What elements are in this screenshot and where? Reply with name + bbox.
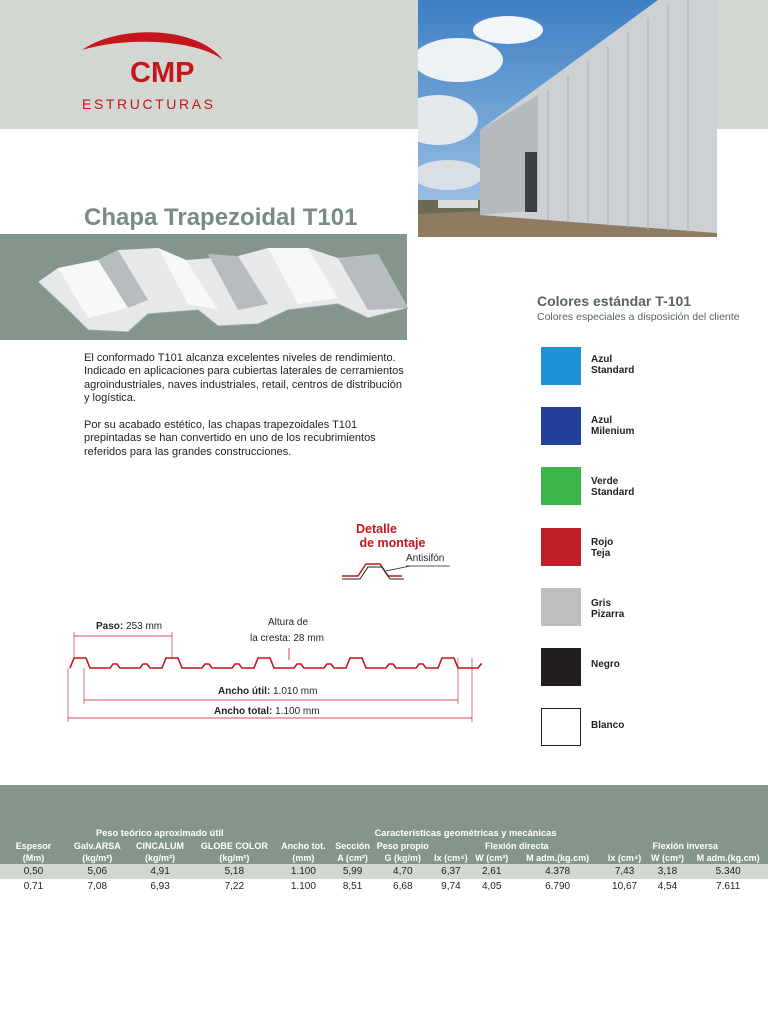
group-header-flexion-directa: Flexión directa <box>485 841 549 851</box>
col-unit-ix-inversa: Ix (cm⁴) <box>607 853 642 863</box>
col-unit-seccion: A (cm²) <box>337 853 368 863</box>
col-unit-globe: (kg/m²) <box>219 853 250 863</box>
trapezoidal-sheet-image <box>38 248 408 332</box>
warehouse-photo <box>418 0 717 237</box>
table-cell: 0,71 <box>23 881 44 892</box>
col-header-galv: Galv.ARSA <box>73 841 121 851</box>
color-label-negro: Negro <box>591 659 620 670</box>
table-cell: 1.100 <box>276 864 330 879</box>
table-cell: 4,05 <box>481 881 502 892</box>
table-row <box>0 879 768 894</box>
table-cell: 5,06 <box>67 864 128 879</box>
table-cell: 5,18 <box>192 864 276 879</box>
col-unit-galv: (kg/m²) <box>82 853 113 863</box>
table-cell: 8,51 <box>342 881 363 892</box>
col-header-peso: Peso propio <box>376 841 429 851</box>
col-unit-ix-directa: Ix (cm⁴) <box>434 853 468 863</box>
table-cell: 7,43 <box>603 864 647 879</box>
header-band-right <box>717 0 768 129</box>
table-cell: 3,18 <box>647 864 689 879</box>
page-title: Chapa Trapezoidal T101 <box>84 204 358 231</box>
col-header-globe: GLOBE COLOR <box>200 841 268 851</box>
col-header-cincalum: CINCALUM <box>136 841 185 851</box>
color-swatch-blanco <box>541 708 581 746</box>
table-cell: 6,68 <box>393 881 413 892</box>
color-swatch-gris-pizarra <box>541 588 581 626</box>
ancho-util-value: 1.010 mm <box>273 686 318 697</box>
table-cell: 5.340 <box>688 864 768 879</box>
ancho-total-label: Ancho total: <box>214 706 273 717</box>
col-header-ancho: Ancho tot. <box>281 841 326 851</box>
colors-subtitle: Colores especiales a disposición del cliente <box>537 311 740 323</box>
col-unit-m-inversa: M adm.(kg.cm) <box>696 853 760 863</box>
altura-line2: la cresta: 28 mm <box>250 633 324 644</box>
table-cell: 1.100 <box>290 881 316 892</box>
ancho-total-dimension <box>214 706 320 717</box>
table-cell: 4,91 <box>128 864 193 879</box>
table-cell: 4,54 <box>657 881 678 892</box>
description-paragraph-2: Por su acabado estético, las chapas trapezoidales T101 prepintadas se han convertido en uno de los recubrimientos referidos para las grandes construcciones. <box>84 419 376 458</box>
group-header-weight: Peso teórico aproximado útil <box>96 827 224 838</box>
table-cell: 6,37 <box>431 864 471 879</box>
table-cell: 7.611 <box>716 881 741 892</box>
ancho-util-dimension <box>218 686 317 697</box>
table-cell: 0,50 <box>0 864 67 879</box>
col-unit-ancho: (mm) <box>292 853 315 863</box>
col-header-seccion: Sección <box>335 841 370 851</box>
group-header-flexion-inversa: Flexión inversa <box>652 841 719 851</box>
altura-line1: Altura de <box>268 617 309 628</box>
color-swatch-negro <box>541 648 581 686</box>
profile-line <box>70 658 482 668</box>
table-cell: 5,99 <box>331 864 375 879</box>
paso-label: Paso: <box>96 621 124 632</box>
table-cell: 9,74 <box>441 881 461 892</box>
table-row <box>0 864 768 879</box>
color-label-verde-standard: Verde Standard <box>591 476 635 498</box>
color-label-azul-milenium: Azul Milenium <box>591 415 635 437</box>
table-cell: 6,93 <box>150 881 170 892</box>
color-label-azul-standard: Azul Standard <box>591 354 635 376</box>
color-label-blanco: Blanco <box>591 720 625 731</box>
color-swatch-azul-standard <box>541 347 581 385</box>
col-unit-w-directa: W (cm³) <box>475 853 509 863</box>
antisifon-label: Antisifón <box>406 553 445 564</box>
color-label-gris-pizarra: Gris Pizarra <box>591 598 625 620</box>
description-paragraph-1: El conformado T101 alcanza excelentes niveles de rendimiento. Indicado en aplicaciones para cubiertas laterales de cerramientos agroindustriales, naves industriales, retail, centros de distribución y logística. <box>84 352 404 405</box>
col-unit-espesor: (Mm) <box>22 853 45 863</box>
technical-table <box>0 825 768 894</box>
color-swatch-azul-milenium <box>541 407 581 445</box>
paso-dimension <box>96 621 162 632</box>
col-unit-cincalum: (kg/m²) <box>145 853 176 863</box>
table-cell: 7,08 <box>87 881 108 892</box>
col-header-espesor: Espesor <box>15 841 52 851</box>
color-swatch-verde-standard <box>541 467 581 505</box>
logo-subtitle: ESTRUCTURAS <box>82 96 216 112</box>
color-label-rojo-teja: Rojo Teja <box>591 537 614 559</box>
table-cell: 2,61 <box>471 864 513 879</box>
table-cell: 4.378 <box>513 864 603 879</box>
ancho-total-value: 1.100 mm <box>275 706 320 717</box>
col-unit-m-directa: M adm.(kg.cm) <box>526 853 590 863</box>
col-unit-w-inversa: W (cm³) <box>650 853 684 863</box>
ancho-util-label: Ancho útil: <box>218 686 271 697</box>
paso-value: 253 mm <box>126 621 163 632</box>
table-cell: 10,67 <box>612 881 638 892</box>
col-unit-peso: G (kg/m) <box>384 853 422 863</box>
group-header-characteristics: Características geométricas y mecánicas <box>374 827 557 838</box>
mounting-detail-title: Detalle de montaje <box>356 522 426 550</box>
table-cell: 7,22 <box>224 881 245 892</box>
color-swatch-rojo-teja <box>541 528 581 566</box>
table-cell: 6.790 <box>545 881 571 892</box>
mounting-detail-diagram <box>340 560 470 590</box>
table-cell: 4,70 <box>375 864 432 879</box>
logo-text: CMP <box>130 57 195 89</box>
colors-title: Colores estándar T-101 <box>537 293 692 309</box>
